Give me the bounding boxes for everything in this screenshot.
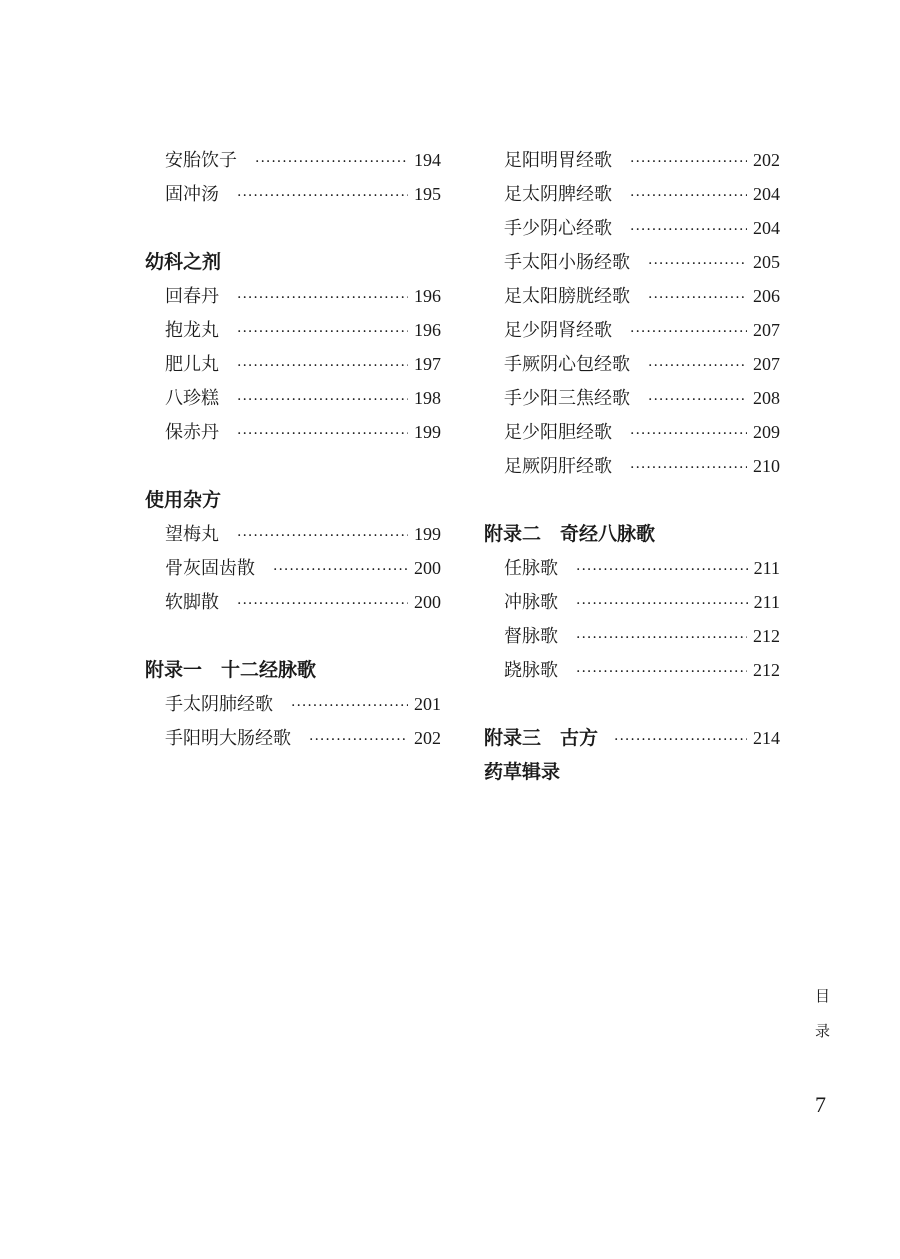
- dot-leader: [630, 315, 747, 349]
- toc-entry[interactable]: [484, 347, 780, 381]
- toc-entry-title: 足太阳膀胱经歌: [504, 286, 630, 307]
- dot-leader: [237, 417, 408, 451]
- dot-leader: [237, 349, 408, 383]
- spacer: [484, 687, 780, 721]
- toc-entry-page: 196: [414, 320, 441, 340]
- toc-entry-title: 肥儿丸: [165, 354, 219, 375]
- toc-entry[interactable]: [145, 381, 441, 415]
- toc-section-entry[interactable]: [484, 721, 780, 783]
- toc-section-title: 附录三 古方药草辑录: [484, 727, 599, 783]
- toc-entry[interactable]: [145, 347, 441, 381]
- toc-entry-page: 210: [753, 456, 780, 476]
- toc-entry-page: 212: [753, 660, 780, 680]
- dot-leader: [576, 587, 748, 621]
- toc-entry-title: 固冲汤: [165, 184, 219, 205]
- dot-leader: [648, 349, 747, 383]
- spacer: [484, 483, 780, 517]
- dot-leader: [630, 451, 747, 485]
- toc-entry-title: 任脉歌: [504, 558, 558, 579]
- dot-leader: [630, 213, 747, 247]
- toc-entry-title: 督脉歌: [504, 626, 558, 647]
- spacer: [145, 449, 441, 483]
- dot-leader: [576, 553, 748, 587]
- toc-entry-page: 207: [753, 354, 780, 374]
- toc-entry-page: 204: [753, 184, 780, 204]
- toc-entry-title: 足少阳胆经歌: [504, 422, 612, 443]
- toc-entry-page: 208: [753, 388, 780, 408]
- toc-entry-title: 抱龙丸: [165, 320, 219, 341]
- dot-leader: [576, 655, 747, 689]
- toc-entry-title: 足厥阴肝经歌: [504, 456, 612, 477]
- toc-entry-title: 骨灰固齿散: [165, 558, 255, 579]
- dot-leader: [648, 281, 747, 315]
- dot-leader: [630, 179, 747, 213]
- dot-leader: [237, 179, 408, 213]
- running-label-char: 目: [815, 987, 831, 1005]
- toc-entry-title: 手太阳小肠经歌: [504, 252, 630, 273]
- dot-leader: [237, 315, 408, 349]
- toc-entry-title: 安胎饮子: [165, 150, 237, 171]
- toc-entry-title: 手少阴心经歌: [504, 218, 612, 239]
- toc-entry-page: 211: [753, 558, 780, 578]
- toc-entry[interactable]: [145, 415, 441, 449]
- toc-entry-title: 手太阴肺经歌: [165, 694, 273, 715]
- toc-entry[interactable]: [145, 177, 441, 211]
- toc-section-page: 214: [753, 728, 780, 748]
- toc-section-heading[interactable]: 幼科之剂: [145, 251, 222, 273]
- toc-section-heading[interactable]: 使用杂方: [145, 489, 222, 511]
- toc-entry-page: 211: [753, 592, 780, 612]
- dot-leader: [255, 145, 408, 179]
- page-number: 7: [815, 1092, 826, 1117]
- toc-entry[interactable]: [484, 415, 780, 449]
- dot-leader: [237, 587, 408, 621]
- dot-leader: [648, 247, 747, 281]
- toc-entry-title: 望梅丸: [165, 524, 219, 545]
- toc-entry-page: 200: [414, 558, 441, 578]
- toc-entry[interactable]: [484, 551, 780, 585]
- toc-entry[interactable]: [484, 143, 780, 177]
- toc-entry[interactable]: [145, 687, 441, 721]
- toc-section-heading[interactable]: 附录二 奇经八脉歌: [484, 523, 656, 545]
- toc-entry[interactable]: [145, 279, 441, 313]
- toc-entry-title: 足太阴脾经歌: [504, 184, 612, 205]
- toc-entry-page: 205: [753, 252, 780, 272]
- toc-entry[interactable]: [484, 653, 780, 687]
- toc-entry-title: 手少阳三焦经歌: [504, 388, 630, 409]
- toc-entry-page: 199: [414, 524, 441, 544]
- toc-entry-page: 200: [414, 592, 441, 612]
- dot-leader: [237, 519, 408, 553]
- toc-entry[interactable]: [484, 381, 780, 415]
- dot-leader: [630, 417, 747, 451]
- dot-leader: [614, 723, 747, 757]
- dot-leader: [576, 621, 747, 655]
- toc-entry-page: 202: [414, 728, 441, 748]
- toc-entry[interactable]: [484, 211, 780, 245]
- toc-entry[interactable]: [484, 177, 780, 211]
- dot-leader: [273, 553, 408, 587]
- toc-entry[interactable]: [484, 449, 780, 483]
- toc-entry-page: 198: [414, 388, 441, 408]
- dot-leader: [237, 281, 408, 315]
- toc-entry-page: 201: [414, 694, 441, 714]
- toc-entry-page: 195: [414, 184, 441, 204]
- toc-entry[interactable]: [484, 279, 780, 313]
- toc-entry[interactable]: [484, 619, 780, 653]
- toc-entry-page: 206: [753, 286, 780, 306]
- dot-leader: [648, 383, 747, 417]
- toc-entry-page: 202: [753, 150, 780, 170]
- toc-entry-page: 194: [414, 150, 441, 170]
- toc-entry[interactable]: [145, 313, 441, 347]
- toc-entry-title: 回春丹: [165, 286, 219, 307]
- toc-entry-title: 跷脉歌: [504, 660, 558, 681]
- toc-entry-title: 保赤丹: [165, 422, 219, 443]
- toc-entry[interactable]: [145, 517, 441, 551]
- dot-leader: [630, 145, 747, 179]
- toc-entry[interactable]: [484, 313, 780, 347]
- toc-entry-page: 212: [753, 626, 780, 646]
- dot-leader: [291, 689, 408, 723]
- toc-entry-title: 手阳明大肠经歌: [165, 728, 291, 749]
- toc-left-column: [145, 143, 441, 755]
- running-label-char: 录: [815, 1022, 831, 1040]
- toc-entry[interactable]: [145, 585, 441, 619]
- toc-entry-title: 手厥阴心包经歌: [504, 354, 630, 375]
- toc-entry-title: 足阳明胃经歌: [504, 150, 612, 171]
- toc-entry-title: 冲脉歌: [504, 592, 558, 613]
- toc-entry-page: 197: [414, 354, 441, 374]
- toc-entry-page: 196: [414, 286, 441, 306]
- spacer: [145, 211, 441, 245]
- toc-section-heading[interactable]: 附录一 十二经脉歌: [145, 659, 317, 681]
- toc-entry-title: 八珍糕: [165, 388, 219, 409]
- toc-entry[interactable]: [145, 143, 441, 177]
- toc-entry-title: 软脚散: [165, 592, 219, 613]
- toc-entry-page: 209: [753, 422, 780, 442]
- toc-right-column: [484, 143, 780, 783]
- spacer: [145, 619, 441, 653]
- toc-entry-page: 207: [753, 320, 780, 340]
- toc-entry[interactable]: [484, 585, 780, 619]
- toc-entry-page: 199: [414, 422, 441, 442]
- dot-leader: [237, 383, 408, 417]
- toc-entry[interactable]: [145, 551, 441, 585]
- toc-entry-title: 足少阴肾经歌: [504, 320, 612, 341]
- toc-entry[interactable]: [484, 245, 780, 279]
- toc-entry[interactable]: [145, 721, 441, 755]
- toc-entry-page: 204: [753, 218, 780, 238]
- dot-leader: [309, 723, 408, 757]
